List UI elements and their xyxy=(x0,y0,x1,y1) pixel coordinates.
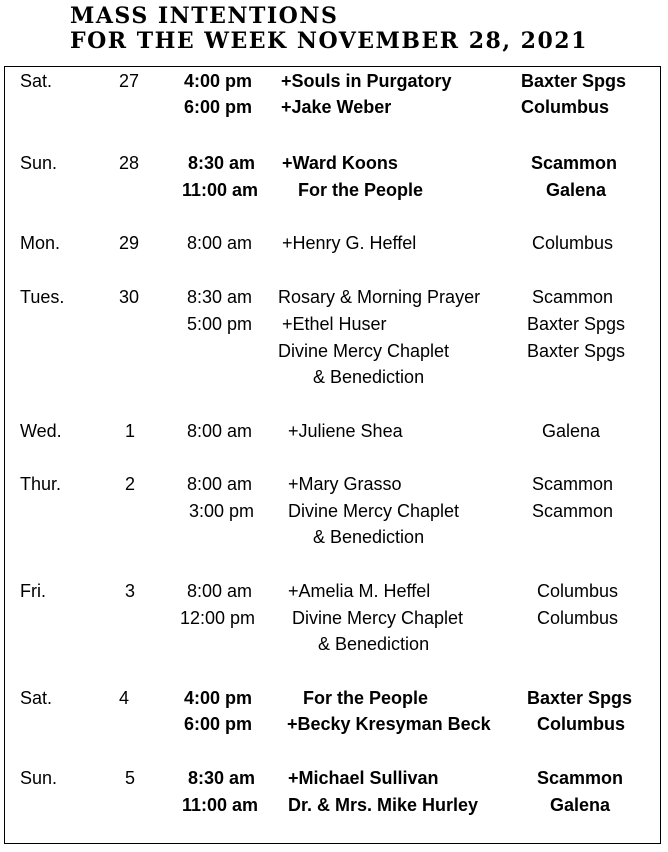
time-cell: 11:00 am xyxy=(181,795,258,815)
location-cell: Baxter Spgs xyxy=(527,341,626,361)
date-cell: 30 xyxy=(119,287,140,307)
location-cell: Baxter Spgs xyxy=(521,71,627,91)
time-cell: 8:30 am xyxy=(186,287,252,307)
date-cell: 3 xyxy=(125,581,136,601)
location-cell: Columbus xyxy=(521,97,609,117)
intention-cell: Divine Mercy Chaplet xyxy=(278,341,450,361)
date-cell: 5 xyxy=(125,768,136,788)
intention-cell: +Ethel Huser xyxy=(282,314,387,334)
time-cell: 8:30 am xyxy=(187,768,255,788)
time-cell: 8:00 am xyxy=(186,581,252,601)
intention-cell: +Juliene Shea xyxy=(288,421,403,441)
location-cell: Scammon xyxy=(532,501,614,521)
intention-cell: +Amelia M. Heffel xyxy=(288,581,431,601)
location-cell: Scammon xyxy=(537,768,624,788)
title-line-2: FOR THE WEEK NOVEMBER 28, 2021 xyxy=(70,28,588,54)
time-cell: 6:00 pm xyxy=(183,714,252,734)
location-cell: Columbus xyxy=(537,608,619,628)
location-cell: Galena xyxy=(546,180,607,200)
intention-cell: & Benediction xyxy=(318,634,430,654)
day-cell: Thur. xyxy=(20,474,62,494)
intention-cell: +Mary Grasso xyxy=(288,474,402,494)
day-cell: Mon. xyxy=(20,233,61,253)
time-cell: 3:00 pm xyxy=(188,501,254,521)
intention-cell: +Becky Kresyman Beck xyxy=(287,714,491,734)
date-cell: 27 xyxy=(119,71,140,91)
intention-cell: +Souls in Purgatory xyxy=(281,71,452,91)
date-cell: 29 xyxy=(119,233,140,253)
location-cell: Baxter Spgs xyxy=(527,314,626,334)
time-cell: 6:00 pm xyxy=(183,97,252,117)
location-cell: Galena xyxy=(550,795,611,815)
date-cell: 28 xyxy=(119,153,140,173)
time-cell: 4:00 pm xyxy=(183,688,252,708)
date-cell: 4 xyxy=(119,688,130,708)
time-cell: 5:00 pm xyxy=(186,314,252,334)
intention-cell: Rosary & Morning Prayer xyxy=(278,287,481,307)
location-cell: Columbus xyxy=(532,233,614,253)
intention-cell: +Jake Weber xyxy=(281,97,392,117)
intention-cell: & Benediction xyxy=(313,527,425,547)
date-cell: 2 xyxy=(125,474,136,494)
title-line-1: MASS INTENTIONS xyxy=(70,3,339,29)
intention-cell: Divine Mercy Chaplet xyxy=(288,501,460,521)
time-cell: 12:00 pm xyxy=(179,608,255,628)
intention-cell: +Henry G. Heffel xyxy=(282,233,417,253)
location-cell: Scammon xyxy=(532,287,614,307)
intention-cell: Dr. & Mrs. Mike Hurley xyxy=(288,795,479,815)
location-cell: Galena xyxy=(542,421,601,441)
intention-cell: +Ward Koons xyxy=(282,153,398,173)
time-cell: 8:00 am xyxy=(186,233,252,253)
day-cell: Wed. xyxy=(20,421,62,441)
day-cell: Tues. xyxy=(20,287,65,307)
location-cell: Baxter Spgs xyxy=(527,688,633,708)
time-cell: 11:00 am xyxy=(181,180,258,200)
day-cell: Fri. xyxy=(20,581,46,601)
day-cell: Sun. xyxy=(20,768,58,788)
time-cell: 8:30 am xyxy=(187,153,255,173)
location-cell: Scammon xyxy=(531,153,618,173)
location-cell: Scammon xyxy=(532,474,614,494)
time-cell: 8:00 am xyxy=(186,474,252,494)
day-cell: Sat. xyxy=(20,688,53,708)
intention-cell: & Benediction xyxy=(313,367,425,387)
intention-cell: +Michael Sullivan xyxy=(288,768,439,788)
location-cell: Columbus xyxy=(537,581,619,601)
time-cell: 8:00 am xyxy=(186,421,252,441)
date-cell: 1 xyxy=(125,421,136,441)
day-cell: Sat. xyxy=(20,71,53,91)
intention-cell: For the People xyxy=(303,688,429,708)
location-cell: Columbus xyxy=(537,714,625,734)
day-cell: Sun. xyxy=(20,153,58,173)
intention-cell: For the People xyxy=(298,180,424,200)
intention-cell: Divine Mercy Chaplet xyxy=(292,608,464,628)
time-cell: 4:00 pm xyxy=(183,71,252,91)
